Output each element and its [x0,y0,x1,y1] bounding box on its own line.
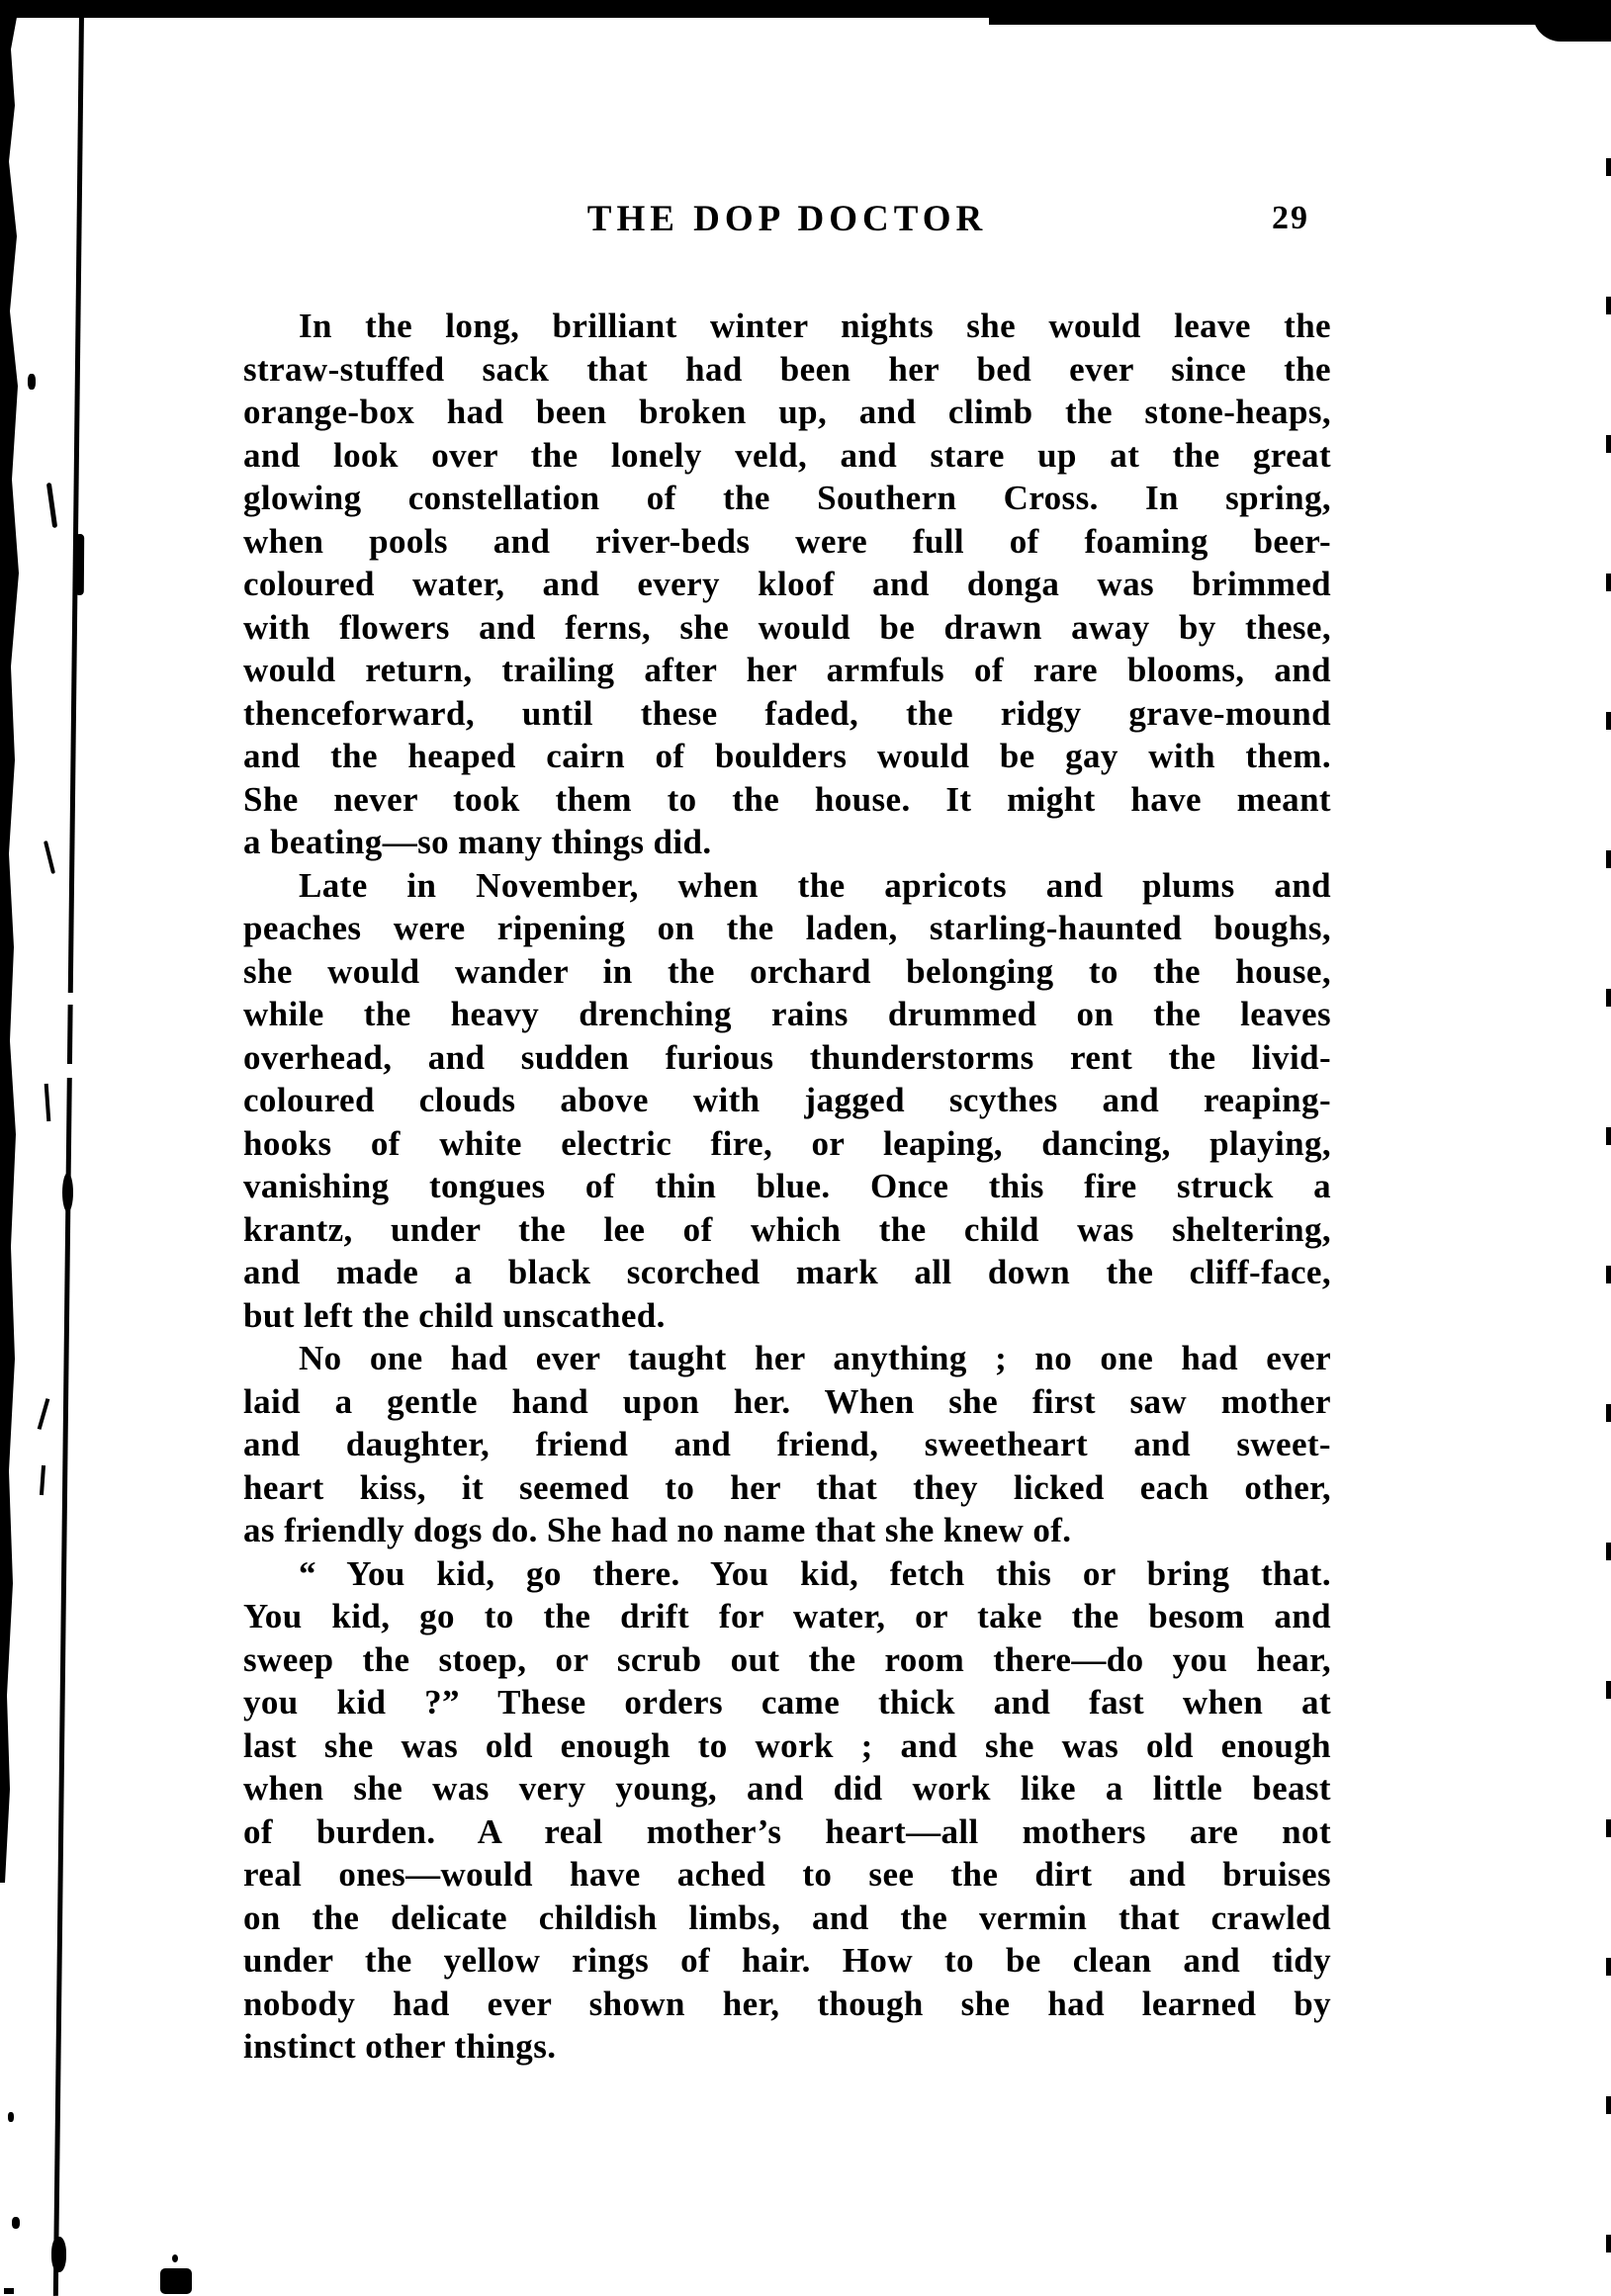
scan-artifact-margin-mark [38,1398,50,1430]
page-text [243,305,1331,2069]
scan-artifact-binding-blob [51,2237,66,2272]
scan-artifact-speck [8,2112,14,2122]
text-line: of burden. A real mother’s heart—all mothers are not [243,1811,1331,1851]
text-line: coloured clouds above with jagged scythes and reaping- [243,1081,1331,1119]
scan-artifact-binding-gap [57,1064,81,1078]
text-line: laid a gentle hand upon her. When she first saw mother [243,1381,1331,1421]
text-line: thenceforward, until these faded, the ridgy grave-mound [243,693,1331,733]
text-line: you kid ?” These orders came thick and fast when at [243,1683,1331,1722]
text-line: when pools and river-beds were full of foaming beer- [243,521,1331,561]
text-line: vanishing tongues of thin blue. Once this fire struck a [243,1167,1331,1205]
scan-artifact-margin-mark [44,840,55,874]
text-line: last she was old enough to work ; and she was old enough [243,1725,1331,1765]
scan-artifact-top-right-corner [1533,0,1611,42]
text-line: on the delicate childish limbs, and the vermin that crawled [243,1898,1331,1937]
text-line: In the long, brilliant winter nights she would leave the [299,307,1331,345]
text-line: She never took them to the house. It might have meant [243,779,1331,819]
page-number: 29 [1272,200,1309,236]
text-line: glowing constellation of the Southern Cross. In spring, [243,479,1331,517]
text-line: and daughter, friend and friend, sweetheart and sweet- [243,1425,1331,1463]
text-line: but left the child unscathed. [243,1295,666,1335]
scan-artifact-binding-gap [59,993,83,1005]
scan-artifact-right-edge [1606,20,1611,2296]
scan-artifact-left-ragged-edge [0,12,20,1883]
scan-artifact-bottom-smudge [160,2268,192,2294]
text-line: nobody had ever shown her, though she had learned by [243,1984,1331,2023]
page-title: THE DOP DOCTOR [586,199,988,239]
text-line: she would wander in the orchard belonging to the house, [243,951,1331,991]
text-line: hooks of white electric fire, or leaping, dancing, playing, [243,1123,1331,1163]
scan-artifact-speck [12,2217,20,2229]
text-line: overhead, and sudden furious thunderstorms rent the livid- [243,1037,1331,1077]
text-line: Late in November, when the apricots and plums and [299,865,1331,905]
text-line: straw-stuffed sack that had been her bed ever since the [243,349,1331,389]
text-line: heart kiss, it seemed to her that they licked each other, [243,1467,1331,1507]
text-line: and look over the lonely veld, and stare up at the great [243,435,1331,475]
text-line: under the yellow rings of hair. How to be clean and tidy [243,1941,1331,1980]
text-line: No one had ever taught her anything ; no one had ever [299,1339,1331,1377]
text-line: when she was very young, and did work like a little beast [243,1769,1331,1808]
scan-artifact-speck [28,374,36,390]
text-line: with flowers and ferns, she would be drawn away by these, [243,607,1331,647]
text-line: “ You kid, go there. You kid, fetch this or bring that. [299,1553,1331,1593]
text-line: peaches were ripening on the laden, starling-haunted boughs, [243,909,1331,947]
text-line: real ones—would have ached to see the dirt and bruises [243,1855,1331,1894]
text-line: would return, trailing after her armfuls of rare blooms, and [243,651,1331,689]
text-line: while the heavy drenching rains drummed on the leaves [243,995,1331,1033]
text-line: krantz, under the lee of which the child was sheltering, [243,1209,1331,1249]
scan-artifact-margin-mark [40,1465,45,1495]
text-line: You kid, go to the drift for water, or take the besom and [243,1597,1331,1635]
scan-artifact-top-border-right [989,0,1611,25]
scan-artifact-speck [172,2254,178,2262]
text-line: and the heaped cairn of boulders would be gay with them. [243,737,1331,775]
scan-artifact-binding-line [53,14,84,2296]
text-line: orange-box had been broken up, and climb the stone-heaps, [243,393,1331,431]
text-line: instinct other things. [243,2027,557,2066]
scan-artifact-binding-thickening [75,534,84,595]
text-line: coloured water, and every kloof and donga was brimmed [243,565,1331,603]
text-line: as friendly dogs do. She had no name that she knew of. [243,1511,1072,1549]
text-line: and made a black scorched mark all down the cliff-face, [243,1253,1331,1291]
scan-artifact-binding-blob [62,1173,73,1212]
text-line: sweep the stoep, or scrub out the room there—do you hear, [243,1639,1331,1679]
scan-artifact-margin-mark [46,483,57,528]
scan-artifact-speck [4,2288,14,2294]
scan-artifact-margin-mark [45,1084,51,1121]
text-line: a beating—so many things did. [243,823,712,861]
